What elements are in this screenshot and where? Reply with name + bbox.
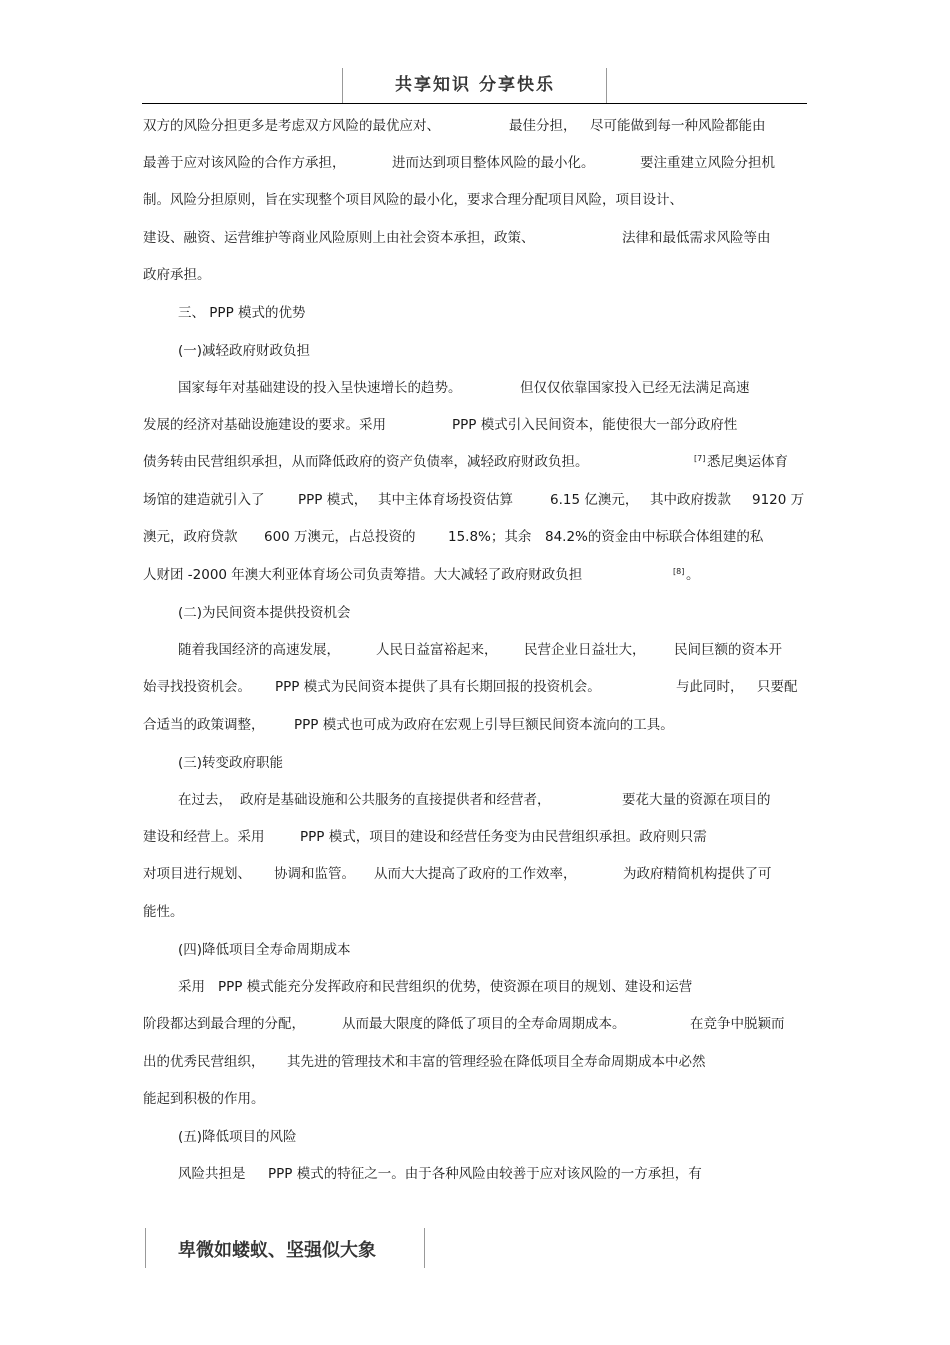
footer-left-rule [145,1228,146,1268]
text-segment: PPP 模式，项目的建设和经营任务变为由民营组织承担。政府则只需 [300,829,707,845]
text-segment: 但仅仅依靠国家投入已经无法满足高速 [520,380,750,396]
text-segment: 其先进的管理技术和丰富的管理经验在降低项目全寿命周期成本中必然 [287,1054,706,1070]
text-segment: 600 万澳元，占总投资的 [264,529,416,545]
text-segment: 采用 [178,979,205,995]
text-segment: PPP 模式的特征之一。由于各种风险由较善于应对该风险的一方承担，有 [268,1166,702,1182]
text-segment: PPP 模式能充分发挥政府和民营组织的优势，使资源在项目的规划、建设和运营 [218,979,693,995]
text-segment: 出的优秀民营组织， [143,1054,265,1070]
text-segment: 在过去， [178,792,232,808]
text-segment: 最佳分担， [509,118,577,134]
text-segment: 合适当的政策调整， [143,717,265,733]
text-segment: (一)减轻政府财政负担 [178,343,311,359]
text-segment: 在竞争中脱颖而 [690,1016,785,1032]
text-segment: 法律和最低需求风险等由 [622,230,771,246]
text-segment: 场馆的建造就引入了 [143,492,265,508]
text-segment: 能性。 [143,904,184,920]
text-segment: 民间巨额的资本开 [674,642,782,658]
text-segment: 其中政府拨款 [650,492,731,508]
text-segment: 对项目进行规划、 [143,866,251,882]
text-segment: 要花大量的资源在项目的 [622,792,771,808]
text-segment: 风险共担是 [178,1166,246,1182]
text-segment: 双方的风险分担更多是考虑双方风险的最优应对、 [143,118,440,134]
citation-superscript: [8] [673,567,685,576]
text-segment: PPP 模式为民间资本提供了具有长期回报的投资机会。 [275,679,601,695]
header-right-rule [606,68,607,103]
text-segment: 制。风险分担原则，旨在实现整个项目风险的最小化，要求合理分配项目风险，项目设计、 [143,192,683,208]
citation-superscript: [7] [694,454,706,463]
header-underline [142,103,807,104]
text-segment: 随着我国经济的高速发展， [178,642,340,658]
text-segment: 悉尼奥运体育 [707,454,788,470]
text-segment: (二)为民间资本提供投资机会 [178,605,351,621]
text-segment: 人民日益富裕起来， [376,642,498,658]
text-segment: 为政府精简机构提供了可 [623,866,772,882]
text-segment: 其中主体育场投资估算 [378,492,513,508]
text-segment: 尽可能做到每一种风险都能由 [590,118,766,134]
text-segment: 能起到积极的作用。 [143,1091,265,1107]
text-segment: 三、 PPP 模式的优势 [178,305,306,321]
text-segment: 。 [686,567,700,583]
text-segment: 最善于应对该风险的合作方承担， [143,155,346,171]
text-segment: (四)降低项目全寿命周期成本 [178,942,351,958]
text-segment: 要注重建立风险分担机 [640,155,775,171]
text-segment: PPP 模式， [298,492,368,508]
text-segment: (三)转变政府职能 [178,755,284,771]
text-segment: 进而达到项目整体风险的最小化。 [392,155,595,171]
text-segment: 协调和监管。 [274,866,355,882]
text-segment: 6.15 亿澳元， [550,492,639,508]
footer-right-rule [424,1228,425,1268]
text-segment: 9120 万 [752,492,805,508]
text-segment: 政府是基础设施和公共服务的直接提供者和经营者， [240,792,551,808]
text-segment: 84.2%的资金由中标联合体组建的私 [545,529,764,545]
text-segment: (五)降低项目的风险 [178,1129,297,1145]
text-segment: 与此同时， [676,679,744,695]
text-segment: 建设和经营上。采用 [143,829,265,845]
text-segment: 始寻找投资机会。 [143,679,251,695]
text-segment: 从而最大限度的降低了项目的全寿命周期成本。 [342,1016,626,1032]
text-segment: 发展的经济对基础设施建设的要求。采用 [143,417,386,433]
text-segment: 民营企业日益壮大， [524,642,646,658]
text-segment: 只要配 [757,679,798,695]
header-left-rule [342,68,343,103]
text-segment: PPP 模式也可成为政府在宏观上引导巨额民间资本流向的工具。 [294,717,674,733]
text-segment: 从而大大提高了政府的工作效率， [374,866,577,882]
text-segment: PPP 模式引入民间资本，能使很大一部分政府性 [452,417,738,433]
text-segment: 建设、融资、运营维护等商业风险原则上由社会资本承担，政策、 [143,230,535,246]
header-title: 共享知识 分享快乐 [395,75,555,95]
text-segment: 15.8%；其余 [448,529,532,545]
text-segment: 澳元，政府贷款 [143,529,238,545]
text-segment: 政府承担。 [143,267,211,283]
text-segment: 国家每年对基础建设的投入呈快速增长的趋势。 [178,380,462,396]
text-segment: 人财团 -2000 年澳大利亚体育场公司负责筹措。大大减轻了政府财政负担 [143,567,583,583]
footer-motto: 卑微如蝼蚁、坚强似大象 [178,1240,376,1261]
text-segment: 债务转由民营组织承担，从而降低政府的资产负债率，减轻政府财政负担。 [143,454,589,470]
text-segment: 阶段都达到最合理的分配， [143,1016,305,1032]
